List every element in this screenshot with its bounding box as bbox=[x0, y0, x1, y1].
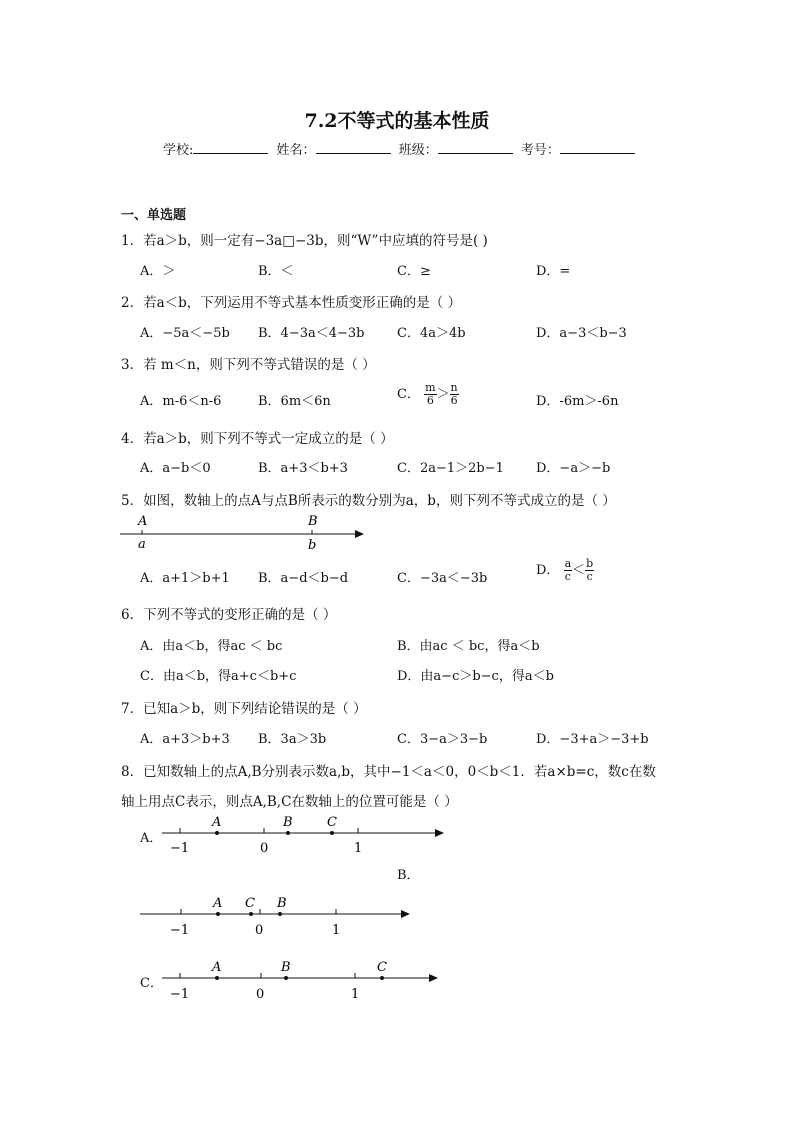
q5-option-b: B．a−d＜b−d bbox=[258, 571, 349, 586]
q3-option-c-prefix: C． bbox=[397, 387, 420, 402]
q7-option-b: B．3a＞3b bbox=[258, 732, 327, 747]
point-b-dot bbox=[284, 976, 288, 980]
fraction-a-over-c: $\frac{a}{c}$ bbox=[564, 557, 572, 583]
question-4-stem: 4．若a＞b，则下列不等式一定成立的是（ ） bbox=[121, 431, 394, 447]
school-blank bbox=[193, 140, 268, 154]
q3-option-c: C． $\frac{m}{6}$ ＞ $\frac{n}{6}$ bbox=[397, 381, 458, 407]
q7-option-d: D．−3+a＞−3+b bbox=[536, 732, 649, 747]
name-label: 姓名： bbox=[276, 143, 316, 158]
q5-option-d-prefix: D． bbox=[536, 563, 560, 578]
q1-option-b: B．＜ bbox=[258, 264, 294, 279]
point-label-C: C bbox=[377, 960, 387, 975]
q2-option-d: D．a−3＜b−3 bbox=[536, 326, 627, 341]
q6-option-d: D．由a−c＞b−c，得a＜b bbox=[397, 669, 554, 684]
q4-option-d: D．−a＞−b bbox=[536, 461, 611, 476]
student-info-line bbox=[163, 139, 639, 158]
arrow-right-icon bbox=[429, 974, 438, 982]
page-title: 7.2不等式的基本性质 bbox=[304, 110, 490, 132]
point-label-B: B bbox=[277, 896, 287, 911]
arrow-right-icon bbox=[355, 530, 364, 538]
question-6-stem: 6．下列不等式的变形正确的是（ ） bbox=[121, 607, 337, 623]
q7-option-a: A．a+3＞b+3 bbox=[140, 732, 230, 747]
name-blank bbox=[316, 140, 391, 154]
question-7-stem: 7．已知a＞b，则下列结论错误的是（ ） bbox=[121, 701, 367, 717]
q4-option-a: A．a−b＜0 bbox=[140, 461, 211, 476]
q8-option-a-label: A． bbox=[140, 831, 163, 846]
question-8-stem-line2: 轴上用点C表示，则点A,B,C在数轴上的位置可能是（ ） bbox=[121, 794, 458, 810]
q4-option-c: C．2a−1＞2b−1 bbox=[397, 461, 504, 476]
tick-label-0: 0 bbox=[256, 987, 265, 1002]
point-label-A: A bbox=[213, 896, 223, 911]
tick-label-0: 0 bbox=[255, 923, 264, 938]
q2-option-a: A．−5a＜−5b bbox=[140, 326, 230, 341]
q8-option-b-number-line bbox=[138, 892, 418, 938]
tick-label-1: 1 bbox=[332, 923, 341, 938]
point-b-dot bbox=[278, 912, 282, 916]
tick-label-1: 1 bbox=[354, 841, 363, 856]
exam-no-label: 考号： bbox=[520, 143, 560, 158]
point-label-C: C bbox=[245, 896, 255, 911]
q8-option-c-number-line bbox=[160, 956, 450, 1002]
class-blank bbox=[438, 140, 513, 154]
point-label-C: C bbox=[327, 815, 337, 830]
q6-option-b: B．由ac ＜ bc，得a＜b bbox=[397, 639, 540, 654]
arrow-right-icon bbox=[401, 910, 410, 918]
q3-option-d: D．-6m＞-6n bbox=[536, 394, 619, 409]
question-1-stem: 1．若a＞b，则一定有−3a□−3b，则“W”中应填的符号是( ) bbox=[121, 233, 488, 249]
fraction-n-over-6: $\frac{n}{6}$ bbox=[450, 381, 458, 407]
value-label-a: a bbox=[138, 537, 146, 552]
value-label-b: b bbox=[308, 538, 317, 553]
point-label-B: B bbox=[283, 815, 293, 830]
q1-option-d: D．= bbox=[536, 264, 571, 279]
point-a-dot bbox=[216, 912, 220, 916]
point-a-dot bbox=[215, 831, 219, 835]
question-5-stem: 5．如图，数轴上的点A与点B所表示的数分别为a，b，则下列不等式成立的是（ ） bbox=[121, 493, 616, 509]
tick-label-minus-1: −1 bbox=[170, 987, 190, 1002]
q1-option-c: C．≥ bbox=[397, 264, 431, 279]
q5-option-c: C．−3a＜−3b bbox=[397, 571, 488, 586]
fraction-b-over-c: $\frac{b}{c}$ bbox=[586, 557, 594, 583]
question-2-stem: 2．若a＜b，下列运用不等式基本性质变形正确的是（ ） bbox=[121, 295, 462, 311]
point-label-A: A bbox=[212, 815, 222, 830]
fraction-m-over-6: $\frac{m}{6}$ bbox=[425, 381, 436, 407]
point-label-B: B bbox=[308, 514, 318, 529]
class-label: 班级： bbox=[398, 143, 438, 158]
tick-label-0: 0 bbox=[260, 841, 269, 856]
q4-option-b: B．a+3＜b+3 bbox=[258, 461, 348, 476]
q5-option-d: D． $\frac{a}{c}$ ＜ $\frac{b}{c}$ bbox=[536, 557, 594, 583]
point-a-dot bbox=[215, 976, 219, 980]
question-8-stem-line1: 8．已知数轴上的点A,B分别表示数a,b，其中−1＜a＜0，0＜b＜1．若a×b=c，数c在数 bbox=[121, 764, 656, 780]
school-label: 学校: bbox=[163, 143, 194, 158]
q8-option-c-label: C． bbox=[140, 976, 163, 991]
tick-label-minus-1: −1 bbox=[170, 923, 190, 938]
tick-label-minus-1: −1 bbox=[170, 841, 190, 856]
point-c-dot bbox=[330, 831, 334, 835]
exam-no-blank bbox=[560, 140, 635, 154]
point-b-dot bbox=[286, 831, 290, 835]
q3-option-a: A．m-6＜n-6 bbox=[140, 394, 222, 409]
q3-option-b: B．6m＜6n bbox=[258, 394, 331, 409]
point-label-A: A bbox=[212, 960, 222, 975]
q2-option-c: C．4a＞4b bbox=[397, 326, 466, 341]
q8-option-b-label: B． bbox=[397, 868, 420, 883]
q2-option-b: B．4−3a＜4−3b bbox=[258, 326, 365, 341]
q8-option-a-number-line bbox=[160, 812, 450, 856]
point-label-B: B bbox=[281, 960, 291, 975]
q6-option-c: C．由a＜b，得a+c＜b+c bbox=[140, 669, 297, 684]
q1-option-a: A．＞ bbox=[140, 264, 176, 279]
q5-option-a: A．a+1＞b+1 bbox=[140, 571, 230, 586]
point-c-dot bbox=[380, 976, 384, 980]
point-label-A: A bbox=[138, 514, 148, 529]
q5-number-line-figure bbox=[118, 512, 370, 554]
tick-label-1: 1 bbox=[351, 987, 360, 1002]
q6-option-a: A．由a＜b，得ac ＜ bc bbox=[140, 639, 283, 654]
arrow-right-icon bbox=[435, 829, 444, 837]
point-c-dot bbox=[249, 912, 253, 916]
q7-option-c: C．3−a＞3−b bbox=[397, 732, 488, 747]
section-heading: 一、单选题 bbox=[121, 208, 187, 223]
question-3-stem: 3．若 m＜n，则下列不等式错误的是（ ） bbox=[121, 357, 376, 373]
